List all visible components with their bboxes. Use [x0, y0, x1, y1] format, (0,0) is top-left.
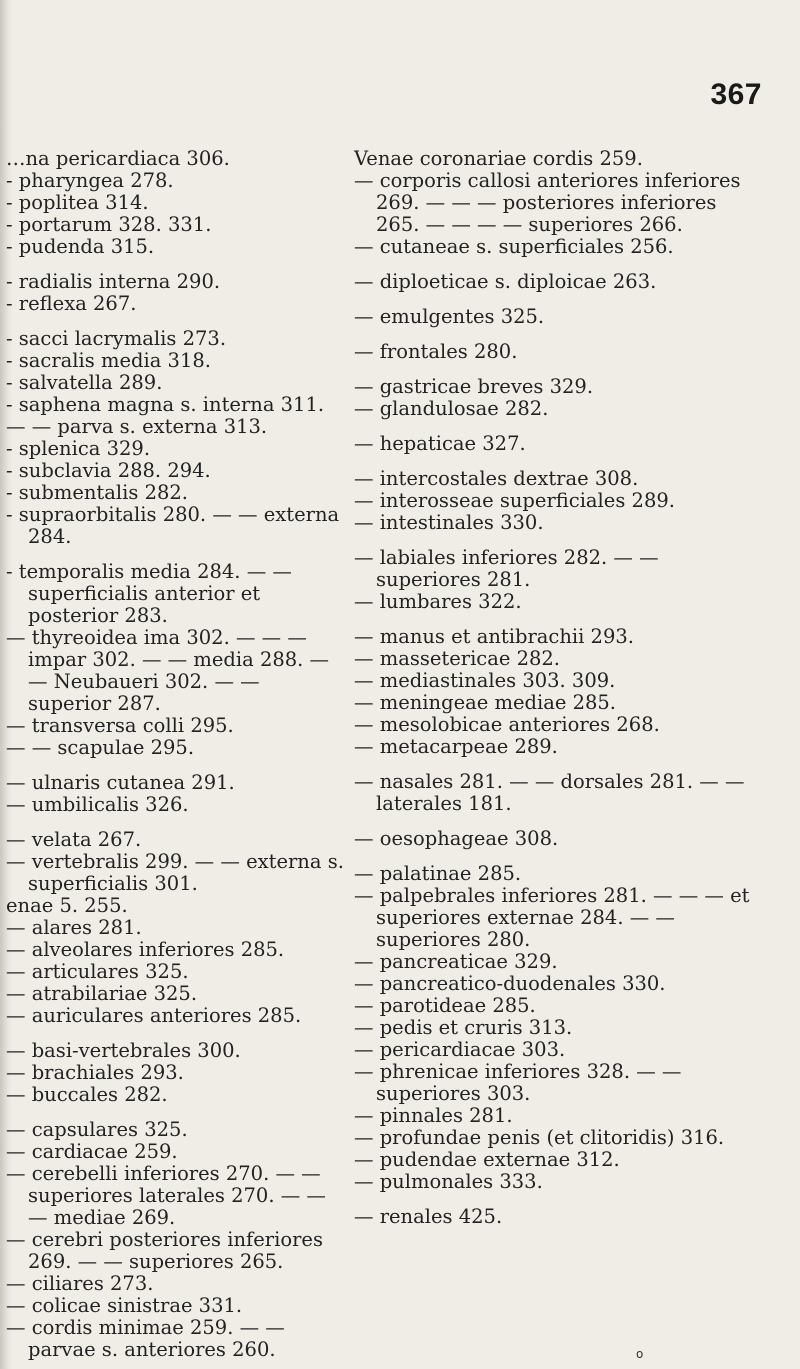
- index-column-right: [354, 148, 756, 1228]
- index-entry: — alares 281.: [6, 916, 142, 939]
- index-entry: — atrabilariae 325.: [6, 982, 198, 1005]
- index-entry: — intestinales 330.: [354, 511, 544, 534]
- index-entry: — alveolares inferiores 285.: [6, 938, 285, 961]
- index-entry: …na pericardiaca 306.: [6, 147, 230, 170]
- index-entry: - reflexa 267.: [6, 292, 137, 315]
- index-entry: - poplitea 314.: [6, 191, 149, 214]
- index-entry: — colicae sinistrae 331.: [6, 1294, 243, 1317]
- index-entry: — cutaneae s. superficiales 256.: [354, 235, 674, 258]
- index-entry: — palatinae 285.: [354, 862, 522, 885]
- index-entry: Venae coronariae cordis 259.: [354, 147, 643, 170]
- index-entry: - pharyngea 278.: [6, 169, 174, 192]
- index-entry: - splenica 329.: [6, 437, 151, 460]
- index-entry: - submentalis 282.: [6, 481, 188, 504]
- index-entry: - pudenda 315.: [6, 235, 155, 258]
- index-column-left: [6, 148, 346, 1361]
- index-entry: — metacarpeae 289.: [354, 735, 558, 758]
- index-entry: — thyreoidea ima 302. — — — impar 302. — — media 288. — — Neubaueri 302. — — superior 287.: [6, 626, 330, 715]
- index-entry: - portarum 328. 331.: [6, 213, 212, 236]
- index-entry: — pulmonales 333.: [354, 1170, 543, 1193]
- index-entry: — ulnaris cutanea 291.: [6, 771, 235, 794]
- index-entry: — pinnales 281.: [354, 1104, 513, 1127]
- index-entry: — corporis callosi anteriores inferiores 269. — — — posteriores inferiores 265. — — — — superiores 266.: [354, 169, 741, 236]
- index-entry: — articulares 325.: [6, 960, 189, 983]
- index-entry: - sacralis media 318.: [6, 349, 211, 372]
- index-entry: — cardiacae 259.: [6, 1140, 178, 1163]
- index-entry: — renales 425.: [354, 1205, 503, 1228]
- index-entry: — pedis et cruris 313.: [354, 1016, 573, 1039]
- index-entry: - salvatella 289.: [6, 371, 163, 394]
- index-entry: - radialis interna 290.: [6, 270, 221, 293]
- index-entry: — umbilicalis 326.: [6, 793, 189, 816]
- index-entry: — intercostales dextrae 308.: [354, 467, 639, 490]
- index-entry: — vertebralis 299. — — externa s. superficialis 301.: [6, 850, 344, 895]
- page-number: 367: [710, 78, 762, 111]
- index-entry: — phrenicae inferiores 328. — — superiores 303.: [354, 1060, 682, 1105]
- index-entry: — transversa colli 295.: [6, 714, 234, 737]
- index-entry: — massetericae 282.: [354, 647, 561, 670]
- index-entry: — auriculares anteriores 285.: [6, 1004, 302, 1027]
- index-entry: - sacci lacrymalis 273.: [6, 327, 227, 350]
- index-entry: — meningeae mediae 285.: [354, 691, 617, 714]
- index-entry: — emulgentes 325.: [354, 305, 545, 328]
- index-entry: — lumbares 322.: [354, 590, 522, 613]
- index-entry: — brachiales 293.: [6, 1061, 184, 1084]
- index-entry: — pancreaticae 329.: [354, 950, 558, 973]
- index-entry: — capsulares 325.: [6, 1118, 188, 1141]
- index-entry: - subclavia 288. 294.: [6, 459, 211, 482]
- index-entry: — hepaticae 327.: [354, 432, 526, 455]
- index-entry: — interosseae superficiales 289.: [354, 489, 675, 512]
- index-entry: — oesophageae 308.: [354, 827, 559, 850]
- index-entry: — glandulosae 282.: [354, 397, 549, 420]
- index-entry: — palpebrales inferiores 281. — — — et superiores externae 284. — — superiores 280.: [354, 884, 750, 951]
- index-entry: — cerebelli inferiores 270. — — superiores laterales 270. — — — mediae 269.: [6, 1162, 326, 1229]
- index-entry: — gastricae breves 329.: [354, 375, 594, 398]
- index-entry: — pancreatico-duodenales 330.: [354, 972, 666, 995]
- index-entry: — diploeticae s. diploicae 263.: [354, 270, 657, 293]
- index-entry: — mesolobicae anteriores 268.: [354, 713, 660, 736]
- index-entry: — pudendae externae 312.: [354, 1148, 620, 1171]
- index-entry: - temporalis media 284. — — superficialis anterior et posterior 283.: [6, 560, 292, 627]
- index-entry: — pericardiacae 303.: [354, 1038, 566, 1061]
- index-entry: — frontales 280.: [354, 340, 518, 363]
- index-entry: — labiales inferiores 282. — — superiores 281.: [354, 546, 659, 591]
- index-entry: — — parva s. externa 313.: [6, 415, 268, 438]
- index-entry: - saphena magna s. interna 311.: [6, 393, 325, 416]
- index-entry: — ciliares 273.: [6, 1272, 154, 1295]
- index-entry: — velata 267.: [6, 828, 142, 851]
- index-entry: — manus et antibrachii 293.: [354, 625, 634, 648]
- index-entry: — cordis minimae 259. — — parvae s. anteriores 260.: [6, 1316, 285, 1361]
- index-entry: — cerebri posteriores inferiores 269. — — superiores 265.: [6, 1228, 323, 1273]
- index-entry: — buccales 282.: [6, 1083, 168, 1106]
- index-entry: — parotideae 285.: [354, 994, 536, 1017]
- index-entry: enae 5. 255.: [6, 894, 128, 917]
- printer-mark: o: [636, 1347, 644, 1361]
- index-entry: - supraorbitalis 280. — — externa 284.: [6, 503, 340, 548]
- index-entry: — mediastinales 303. 309.: [354, 669, 616, 692]
- index-entry: — profundae penis (et clitoridis) 316.: [354, 1126, 725, 1149]
- index-entry: — nasales 281. — — dorsales 281. — — laterales 181.: [354, 770, 745, 815]
- index-entry: — — scapulae 295.: [6, 736, 195, 759]
- index-entry: — basi-vertebrales 300.: [6, 1039, 241, 1062]
